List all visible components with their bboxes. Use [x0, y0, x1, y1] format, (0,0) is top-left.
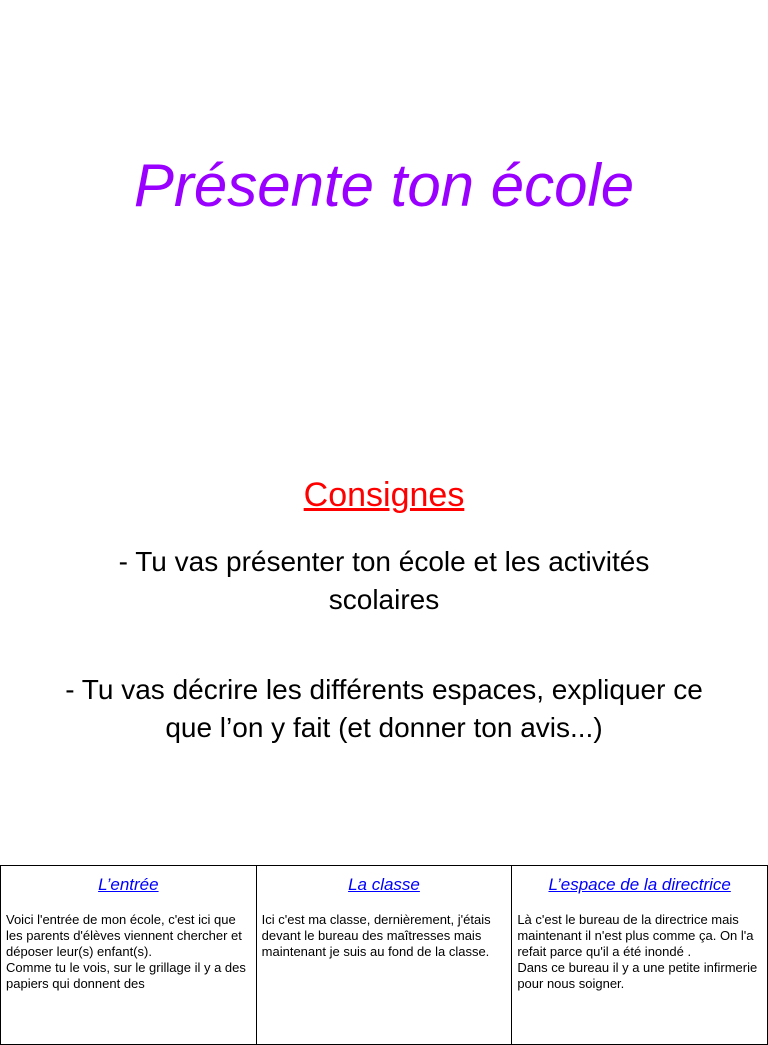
- section-classe: [256, 866, 512, 1045]
- instruction-presenter: - Tu vas présenter ton école et les activités scolaires: [118, 546, 650, 615]
- instruction-decrire: - Tu vas décrire les différents espaces, expliquer ce que l’on y fait (et donner ton avis...): [65, 674, 703, 743]
- section-text-entree: Voici l'entrée de mon école, c'est ici que les parents d'élèves viennent chercher et déposer leur(s) enfant(s). Comme tu le vois, sur le grillage il y a des papiers qui donnent des: [6, 912, 246, 991]
- section-text-classe: Ici c'est ma classe, dernièrement, j'étais devant le bureau des maîtresses mais maintenant je suis au fond de la classe.: [261, 912, 491, 959]
- section-heading-classe: La classe: [348, 875, 420, 894]
- section-heading-entree: L’entrée: [98, 875, 159, 894]
- section-directrice: [512, 866, 768, 1045]
- section-entree: [1, 866, 257, 1045]
- consignes-heading: Consignes: [303, 476, 465, 514]
- section-heading-directrice: L’espace de la directrice: [548, 875, 731, 894]
- sections-table: [0, 865, 768, 1045]
- page-title: Présente ton école: [133, 152, 635, 219]
- section-text-directrice: Là c'est le bureau de la directrice mais maintenant il n'est plus comme ça. On l'a refait parce qu'il a été inondé . Dans ce bureau il y a une petite infirmerie pour nous soigner.: [517, 912, 758, 991]
